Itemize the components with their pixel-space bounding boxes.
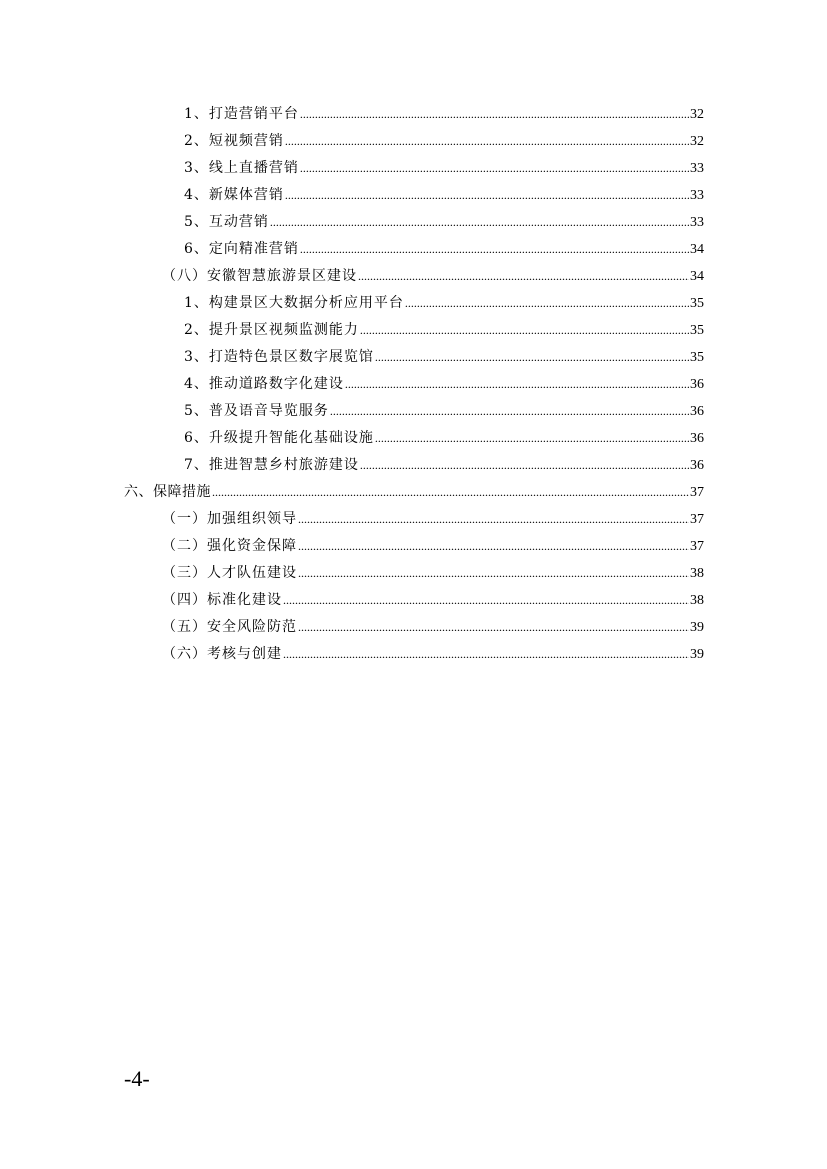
toc-entry[interactable] [124, 103, 704, 130]
toc-entry-title: 2、短视频营销 [184, 133, 284, 149]
toc-entry[interactable] [124, 589, 704, 616]
toc-entry-title: 3、打造特色景区数字展览馆 [184, 349, 374, 365]
toc-entry-title: 4、新媒体营销 [184, 187, 284, 203]
toc-entry-page: 32 [690, 134, 704, 149]
toc-entry-page: 39 [690, 647, 704, 662]
toc-entry-title: （四）标准化建设 [162, 592, 282, 608]
toc-entry-page: 38 [690, 593, 704, 608]
page-number: -4- [124, 1066, 150, 1091]
toc-dot-leader [300, 107, 689, 122]
toc-entry[interactable] [124, 346, 704, 373]
toc-entry-page: 35 [690, 296, 704, 311]
toc-entry-title: （五）安全风险防范 [162, 619, 297, 635]
toc-dot-leader [405, 296, 689, 311]
table-of-contents [124, 103, 704, 670]
toc-entry-page: 37 [690, 539, 704, 554]
toc-entry-title: 5、普及语音导览服务 [184, 403, 329, 419]
toc-entry[interactable] [124, 130, 704, 157]
toc-entry-page: 36 [690, 431, 704, 446]
toc-entry-page: 37 [690, 485, 704, 500]
toc-dot-leader [300, 161, 689, 176]
toc-entry[interactable] [124, 157, 704, 184]
toc-entry-title: 5、互动营销 [184, 214, 269, 230]
toc-dot-leader [358, 269, 689, 284]
toc-dot-leader [345, 377, 689, 392]
toc-entry[interactable] [124, 400, 704, 427]
toc-dot-leader [298, 539, 689, 554]
toc-entry-title: （六）考核与创建 [162, 646, 282, 662]
toc-entry-title: 2、提升景区视频监测能力 [184, 322, 359, 338]
toc-entry[interactable] [124, 373, 704, 400]
toc-entry-title: 1、打造营销平台 [184, 106, 299, 122]
toc-entry-title: 7、推进智慧乡村旅游建设 [184, 457, 359, 473]
toc-entry-title: 1、构建景区大数据分析应用平台 [184, 295, 404, 311]
toc-entry-page: 38 [690, 566, 704, 581]
toc-entry-page: 32 [690, 107, 704, 122]
toc-entry[interactable] [124, 562, 704, 589]
toc-entry-page: 33 [690, 188, 704, 203]
toc-dot-leader [298, 620, 689, 635]
toc-entry[interactable] [124, 292, 704, 319]
toc-dot-leader [298, 566, 689, 581]
toc-entry[interactable] [124, 427, 704, 454]
toc-entry-page: 35 [690, 323, 704, 338]
toc-entry[interactable] [124, 535, 704, 562]
toc-entry-title: （一）加强组织领导 [162, 511, 297, 527]
toc-entry-page: 36 [690, 377, 704, 392]
toc-dot-leader [283, 647, 689, 662]
toc-entry-page: 36 [690, 404, 704, 419]
toc-entry[interactable] [124, 265, 704, 292]
toc-entry-title: 4、推动道路数字化建设 [184, 376, 344, 392]
toc-entry[interactable] [124, 508, 704, 535]
toc-entry-page: 33 [690, 161, 704, 176]
toc-dot-leader [285, 134, 689, 149]
toc-entry[interactable] [124, 238, 704, 265]
toc-entry-page: 39 [690, 620, 704, 635]
toc-entry[interactable] [124, 616, 704, 643]
toc-dot-leader [283, 593, 689, 608]
toc-entry-page: 36 [690, 458, 704, 473]
toc-entry-title: （二）强化资金保障 [162, 538, 297, 554]
toc-dot-leader [300, 242, 689, 257]
toc-entry[interactable] [124, 643, 704, 670]
toc-dot-leader [360, 323, 689, 338]
toc-entry-title: （三）人才队伍建设 [162, 565, 297, 581]
toc-entry[interactable] [124, 454, 704, 481]
toc-entry-page: 34 [690, 269, 704, 284]
toc-entry[interactable] [124, 319, 704, 346]
toc-dot-leader [360, 458, 689, 473]
toc-entry[interactable] [124, 211, 704, 238]
toc-dot-leader [212, 485, 689, 500]
toc-entry-title: 6、升级提升智能化基础设施 [184, 430, 374, 446]
toc-entry-title: 6、定向精准营销 [184, 241, 299, 257]
toc-dot-leader [375, 350, 689, 365]
toc-entry-page: 35 [690, 350, 704, 365]
toc-dot-leader [285, 188, 689, 203]
toc-entry[interactable] [124, 481, 704, 508]
toc-entry-title: 3、线上直播营销 [184, 160, 299, 176]
toc-entry-page: 37 [690, 512, 704, 527]
toc-dot-leader [330, 404, 689, 419]
toc-entry-title: 六、保障措施 [124, 484, 211, 500]
toc-dot-leader [298, 512, 689, 527]
toc-entry[interactable] [124, 184, 704, 211]
toc-dot-leader [375, 431, 689, 446]
toc-entry-title: （八）安徽智慧旅游景区建设 [162, 268, 357, 284]
toc-dot-leader [270, 215, 689, 230]
toc-entry-page: 33 [690, 215, 704, 230]
toc-entry-page: 34 [690, 242, 704, 257]
